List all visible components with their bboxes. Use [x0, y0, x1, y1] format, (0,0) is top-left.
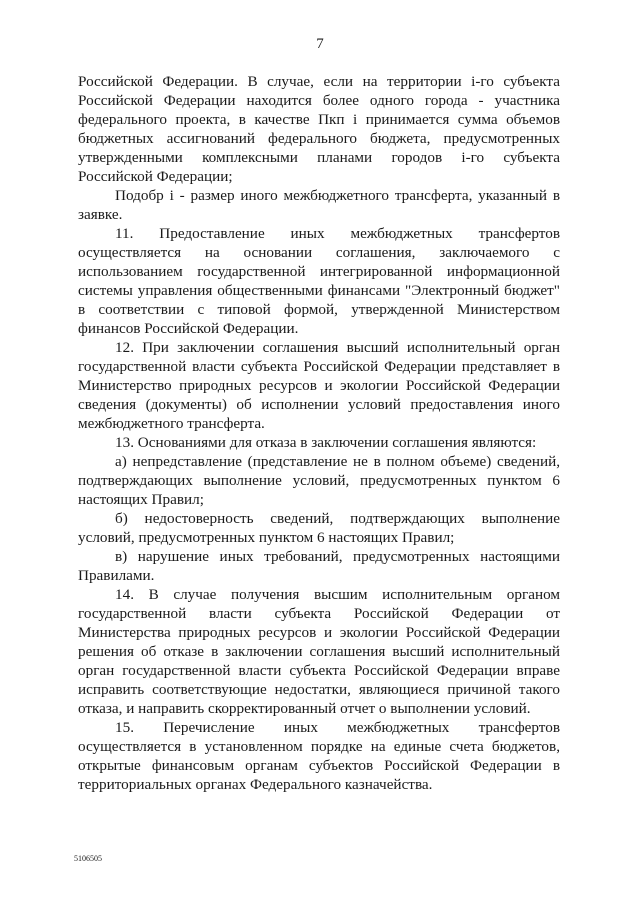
paragraph: б) недостоверность сведений, подтверждающих выполнение условий, предусмотренных пунктом 6 настоящих Правил;: [78, 510, 560, 546]
paragraph: 14. В случае получения высшим исполнительным органом государственной власти субъекта Российской Федерации от Министерства природных ресурсов и экологии Российской Федерации решения об отказе в заключении соглашения высший исполнительный орган государственной власти субъекта Российской Федерации вправе исправить соответствующие недостатки, являющиеся причиной такого отказа, и направить скорректированный отчет о выполнении условий.: [78, 586, 560, 717]
paragraph: Подобр i - размер иного межбюджетного трансферта, указанный в заявке.: [78, 187, 560, 223]
document-body: [78, 72, 560, 794]
paragraph: 13. Основаниями для отказа в заключении соглашения являются:: [115, 434, 537, 451]
document-code: 5106505: [74, 854, 102, 863]
page-number: 7: [316, 36, 324, 52]
paragraph: 15. Перечисление иных межбюджетных трансфертов осуществляется в установленном порядке на единые счета бюджетов, открытые финансовым органам субъектов Российской Федерации в территориальных органах Федерального казначейства.: [78, 719, 560, 793]
paragraph: 11. Предоставление иных межбюджетных трансфертов осуществляется на основании соглашения, заключаемого с использованием государственной интегрированной информационной системы управления общественными финансами "Электронный бюджет" в соответствии с типовой формой, утвержденной Министерством финансов Российской Федерации.: [78, 225, 560, 337]
paragraph: 12. При заключении соглашения высший исполнительный орган государственной власти субъекта Российской Федерации представляет в Министерство природных ресурсов и экологии Российской Федерации сведения (документы) об исполнении условий предоставления иного межбюджетного трансферта.: [78, 339, 560, 432]
paragraph: в) нарушение иных требований, предусмотренных настоящими Правилами.: [78, 548, 560, 584]
paragraph: а) непредставление (представление не в полном объеме) сведений, подтверждающих выполнение условий, предусмотренных пунктом 6 настоящих Правил;: [78, 453, 560, 508]
paragraph: Российской Федерации. В случае, если на территории i-го субъекта Российской Федерации находится более одного города - участника федерального проекта, в качестве Пкп i принимается сумма объемов бюджетных ассигнований федерального бюджета, предусмотренных утвержденными комплексными планами городов i-го субъекта Российской Федерации;: [78, 73, 560, 185]
